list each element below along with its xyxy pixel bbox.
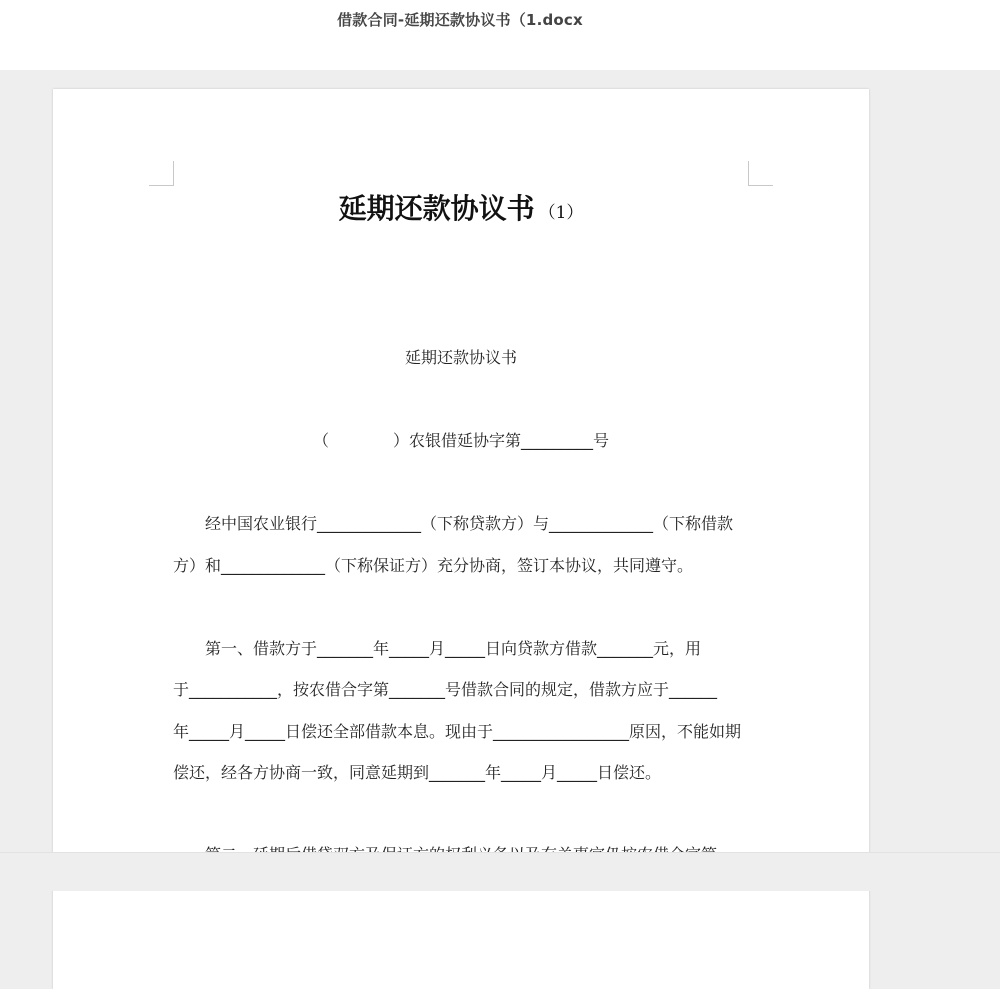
document-heading: [53, 187, 869, 227]
page-corner-mark-top-left: [149, 161, 174, 186]
document-viewer[interactable]: [0, 70, 1000, 852]
bottom-status-bar: [0, 852, 1000, 891]
paragraph-line: 第一、借款方于_______年_____月_____日向贷款方借款_______元，用: [205, 639, 702, 658]
paragraph-line: 年_____月_____日偿还全部借款本息。现由于_________________原因，不能如期: [173, 722, 742, 741]
title-bar: [0, 0, 1000, 70]
contract-number-line: （ ）农银借延协字第_________号: [312, 431, 609, 450]
paragraph-line: 经中国农业银行_____________（下称贷款方）与_____________（下称借款: [205, 514, 734, 533]
paragraph-line: 偿还，经各方协商一致，同意延期到_______年_____月_____日偿还。: [173, 763, 662, 782]
paragraph-line: 方）和_____________（下称保证方）充分协商，签订本协议，共同遵守。: [173, 556, 694, 575]
document-title: 借款合同-延期还款协议书（1.docx: [337, 11, 583, 29]
heading-main-text: 延期还款协议书: [338, 192, 535, 225]
document-subtitle: 延期还款协议书: [404, 348, 517, 367]
heading-suffix-text: （1）: [538, 203, 584, 223]
paragraph-line: 于___________，按农借合字第_______号借款合同的规定，借款方应于______: [173, 680, 718, 699]
page-corner-mark-top-right: [748, 161, 773, 186]
